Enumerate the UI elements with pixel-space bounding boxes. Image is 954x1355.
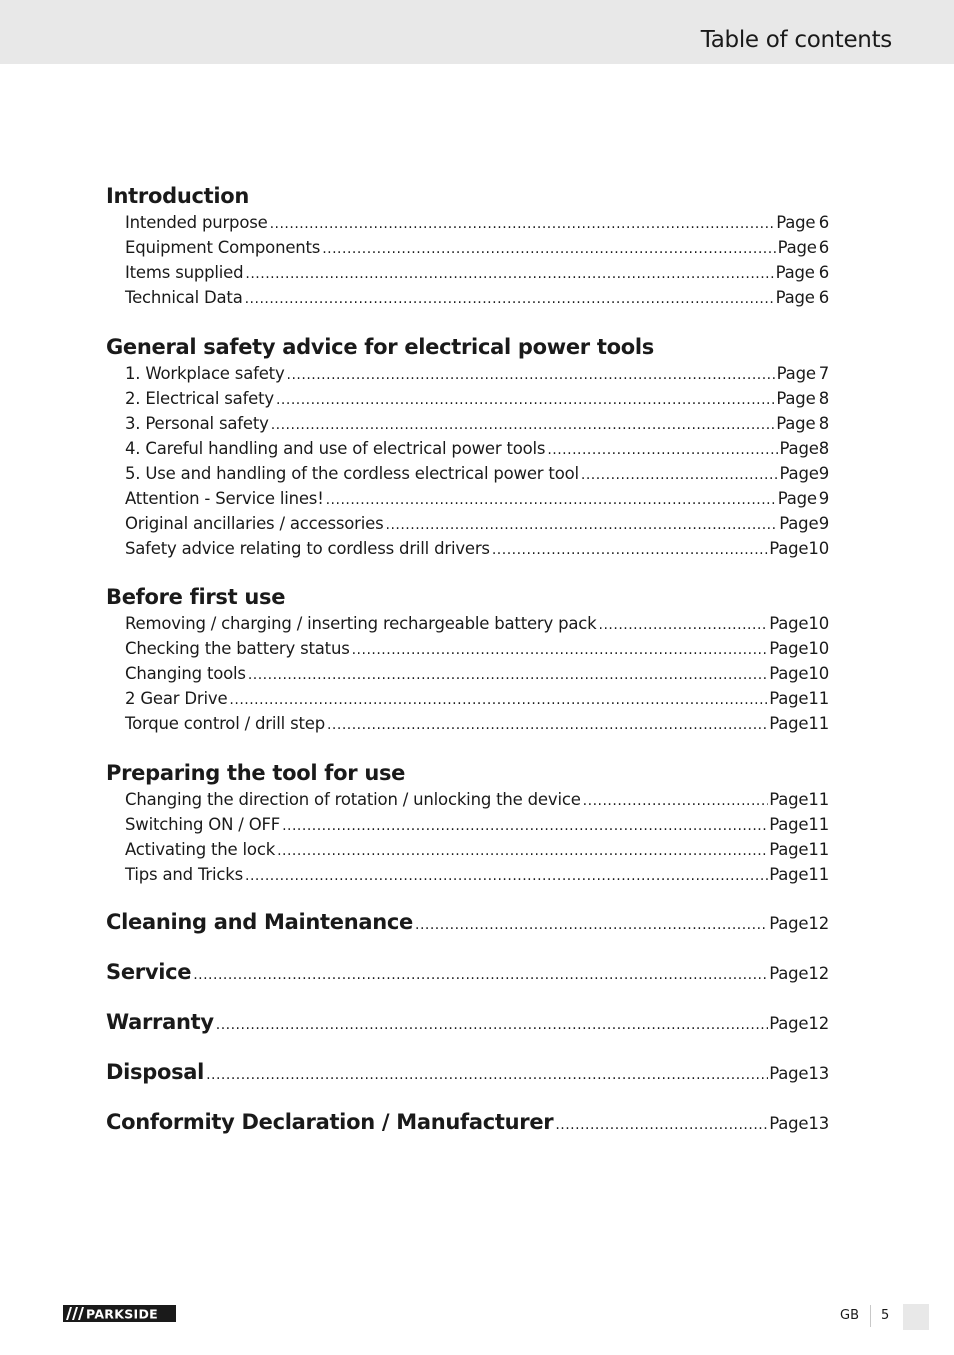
page-number: 13 xyxy=(808,1114,829,1133)
toc-entry[interactable] xyxy=(125,614,829,636)
toc-entry[interactable] xyxy=(125,689,829,711)
dot-leader xyxy=(282,818,768,834)
page-label: Page xyxy=(775,288,815,307)
toc-entry[interactable] xyxy=(125,263,829,285)
toc-main-entry-text: Warranty xyxy=(106,1010,214,1034)
dot-leader xyxy=(229,692,768,708)
page-label: Page xyxy=(769,689,809,708)
toc-entry[interactable] xyxy=(125,238,829,260)
dot-leader xyxy=(193,967,768,983)
page-number: 7 xyxy=(818,364,829,383)
toc-entry[interactable] xyxy=(125,389,829,411)
toc-entry[interactable] xyxy=(125,439,829,461)
page-number: 11 xyxy=(808,689,829,708)
parkside-logo xyxy=(63,1305,176,1322)
toc-entry[interactable] xyxy=(125,664,829,686)
toc-entry-text: Switching ON / OFF xyxy=(125,815,281,834)
dot-leader xyxy=(327,717,768,733)
toc-main-entry-text: Service xyxy=(106,960,192,984)
toc-entry-text: Items supplied xyxy=(125,263,244,282)
toc-main-entry-text: Cleaning and Maintenance xyxy=(106,910,413,934)
toc-entry-text: 1. Workplace safety xyxy=(125,364,285,383)
toc-entry[interactable] xyxy=(125,514,829,536)
toc-entry-text: Torque control / drill step xyxy=(125,714,325,733)
page-number: 12 xyxy=(808,1014,829,1033)
dot-leader xyxy=(271,417,776,433)
page-label: Page xyxy=(769,865,809,884)
toc-entry[interactable] xyxy=(125,288,829,310)
page-label: Page xyxy=(769,815,809,834)
page-label: Page xyxy=(769,914,809,933)
page-label: Page xyxy=(769,840,809,859)
page-label: Page xyxy=(769,1064,809,1083)
page-label: Page xyxy=(776,364,816,383)
page-label: Page xyxy=(769,664,809,683)
dot-leader xyxy=(555,1117,768,1133)
dot-leader xyxy=(248,667,768,683)
toc-entry[interactable] xyxy=(125,815,829,837)
dot-leader xyxy=(326,492,777,508)
dot-leader xyxy=(206,1067,768,1083)
page-number: 6 xyxy=(818,213,829,232)
dot-leader xyxy=(581,467,779,483)
page-number: 6 xyxy=(818,288,829,307)
page-number: 12 xyxy=(808,964,829,983)
dot-leader xyxy=(245,266,774,282)
page-number: 6 xyxy=(818,238,829,257)
page-number-footer: 5 xyxy=(881,1308,890,1323)
toc-entry[interactable] xyxy=(125,464,829,486)
dot-leader xyxy=(216,1017,768,1033)
dot-leader xyxy=(599,617,769,633)
toc-entry-text: Equipment Components xyxy=(125,238,321,257)
footer-divider xyxy=(870,1305,871,1327)
page-number: 12 xyxy=(808,914,829,933)
toc-main-entry-text: Disposal xyxy=(106,1060,205,1084)
dot-leader xyxy=(492,542,768,558)
page-number: 6 xyxy=(818,263,829,282)
page-number: 11 xyxy=(808,714,829,733)
page-label: Page xyxy=(769,639,809,658)
page-label: Page xyxy=(769,714,809,733)
toc-entry-text: Technical Data xyxy=(125,288,243,307)
page-label: Page xyxy=(769,614,809,633)
toc-entry[interactable] xyxy=(125,364,829,386)
page-number: 11 xyxy=(808,865,829,884)
page-number: 11 xyxy=(808,790,829,809)
toc-entry[interactable] xyxy=(125,213,829,235)
dot-leader xyxy=(547,442,778,458)
dot-leader xyxy=(287,367,776,383)
page-number: 8 xyxy=(818,414,829,433)
toc-entry-text: Attention - Service lines! xyxy=(125,489,324,508)
page-label: Page xyxy=(779,514,819,533)
toc-entry[interactable] xyxy=(125,414,829,436)
toc-main-entry-conformity[interactable] xyxy=(106,1110,829,1140)
toc-main-entry-text: Conformity Declaration / Manufacturer xyxy=(106,1110,554,1134)
page-number: 9 xyxy=(818,514,829,533)
toc-entry-text: Changing the direction of rotation / unlocking the device xyxy=(125,790,581,809)
section-title-general-safety: General safety advice for electrical power tools xyxy=(106,335,654,359)
toc-entry-text: Checking the battery status xyxy=(125,639,350,658)
page-label: Page xyxy=(776,414,816,433)
page-number: 9 xyxy=(818,489,829,508)
page-label: Page xyxy=(769,1014,809,1033)
toc-entry[interactable] xyxy=(125,714,829,736)
toc-entry[interactable] xyxy=(125,865,829,887)
page-number: 8 xyxy=(818,439,829,458)
page-label: Page xyxy=(769,1114,809,1133)
section-title-preparing-tool: Preparing the tool for use xyxy=(106,761,406,785)
page-label: Page xyxy=(776,213,816,232)
page-number: 11 xyxy=(808,815,829,834)
toc-entry-text: 2. Electrical safety xyxy=(125,389,274,408)
page-number: 13 xyxy=(808,1064,829,1083)
page-label: Page xyxy=(775,263,815,282)
page-number: 10 xyxy=(808,614,829,633)
dot-leader xyxy=(277,843,768,859)
toc-main-entry-cleaning[interactable] xyxy=(106,910,829,940)
toc-entry-text: Original ancillaries / accessories xyxy=(125,514,384,533)
page-label: Page xyxy=(769,964,809,983)
dot-leader xyxy=(415,917,768,933)
page-label: Page xyxy=(776,389,816,408)
toc-entry[interactable] xyxy=(125,840,829,862)
page-label: Page xyxy=(769,539,809,558)
page-label: Page xyxy=(777,238,817,257)
section-title-before-first-use: Before first use xyxy=(106,585,286,609)
page-label: Page xyxy=(777,489,817,508)
toc-main-entry-warranty[interactable] xyxy=(106,1010,829,1040)
toc-entry-text: 2 Gear Drive xyxy=(125,689,228,708)
page-title: Table of contents xyxy=(700,27,892,53)
toc-entry-text: Changing tools xyxy=(125,664,246,683)
toc-entry[interactable] xyxy=(125,790,829,812)
footer-tab-box xyxy=(903,1304,929,1330)
toc-entry[interactable] xyxy=(125,489,829,511)
dot-leader xyxy=(270,216,776,232)
dot-leader xyxy=(245,868,768,884)
toc-entry-text: 5. Use and handling of the cordless electrical power tool xyxy=(125,464,579,483)
toc-main-entry-disposal[interactable] xyxy=(106,1060,829,1090)
dot-leader xyxy=(245,291,775,307)
page-number: 11 xyxy=(808,840,829,859)
toc-main-entry-service[interactable] xyxy=(106,960,829,990)
toc-entry-text: 4. Careful handling and use of electrical power tools xyxy=(125,439,546,458)
toc-entry[interactable] xyxy=(125,639,829,661)
page-number: 10 xyxy=(808,664,829,683)
dot-leader xyxy=(352,642,769,658)
page-number: 9 xyxy=(818,464,829,483)
dot-leader xyxy=(322,241,776,257)
toc-entry[interactable] xyxy=(125,539,829,561)
dot-leader xyxy=(386,517,779,533)
toc-entry-text: 3. Personal safety xyxy=(125,414,269,433)
language-code: GB xyxy=(840,1308,859,1323)
page-number: 8 xyxy=(818,389,829,408)
toc-entry-text: Activating the lock xyxy=(125,840,276,859)
toc-entry-text: Removing / charging / inserting rechargeable battery pack xyxy=(125,614,597,633)
toc-entry-text: Intended purpose xyxy=(125,213,268,232)
page-label: Page xyxy=(769,790,809,809)
toc-entry-text: Tips and Tricks xyxy=(125,865,244,884)
page-label: Page xyxy=(779,464,819,483)
section-title-introduction: Introduction xyxy=(106,184,250,208)
page-label: Page xyxy=(779,439,819,458)
toc-entry-text: Safety advice relating to cordless drill drivers xyxy=(125,539,490,558)
page-number: 10 xyxy=(808,639,829,658)
brand-text: PARKSIDE xyxy=(86,1306,158,1322)
dot-leader xyxy=(276,392,775,408)
dot-leader xyxy=(583,793,769,809)
page-number: 10 xyxy=(808,539,829,558)
